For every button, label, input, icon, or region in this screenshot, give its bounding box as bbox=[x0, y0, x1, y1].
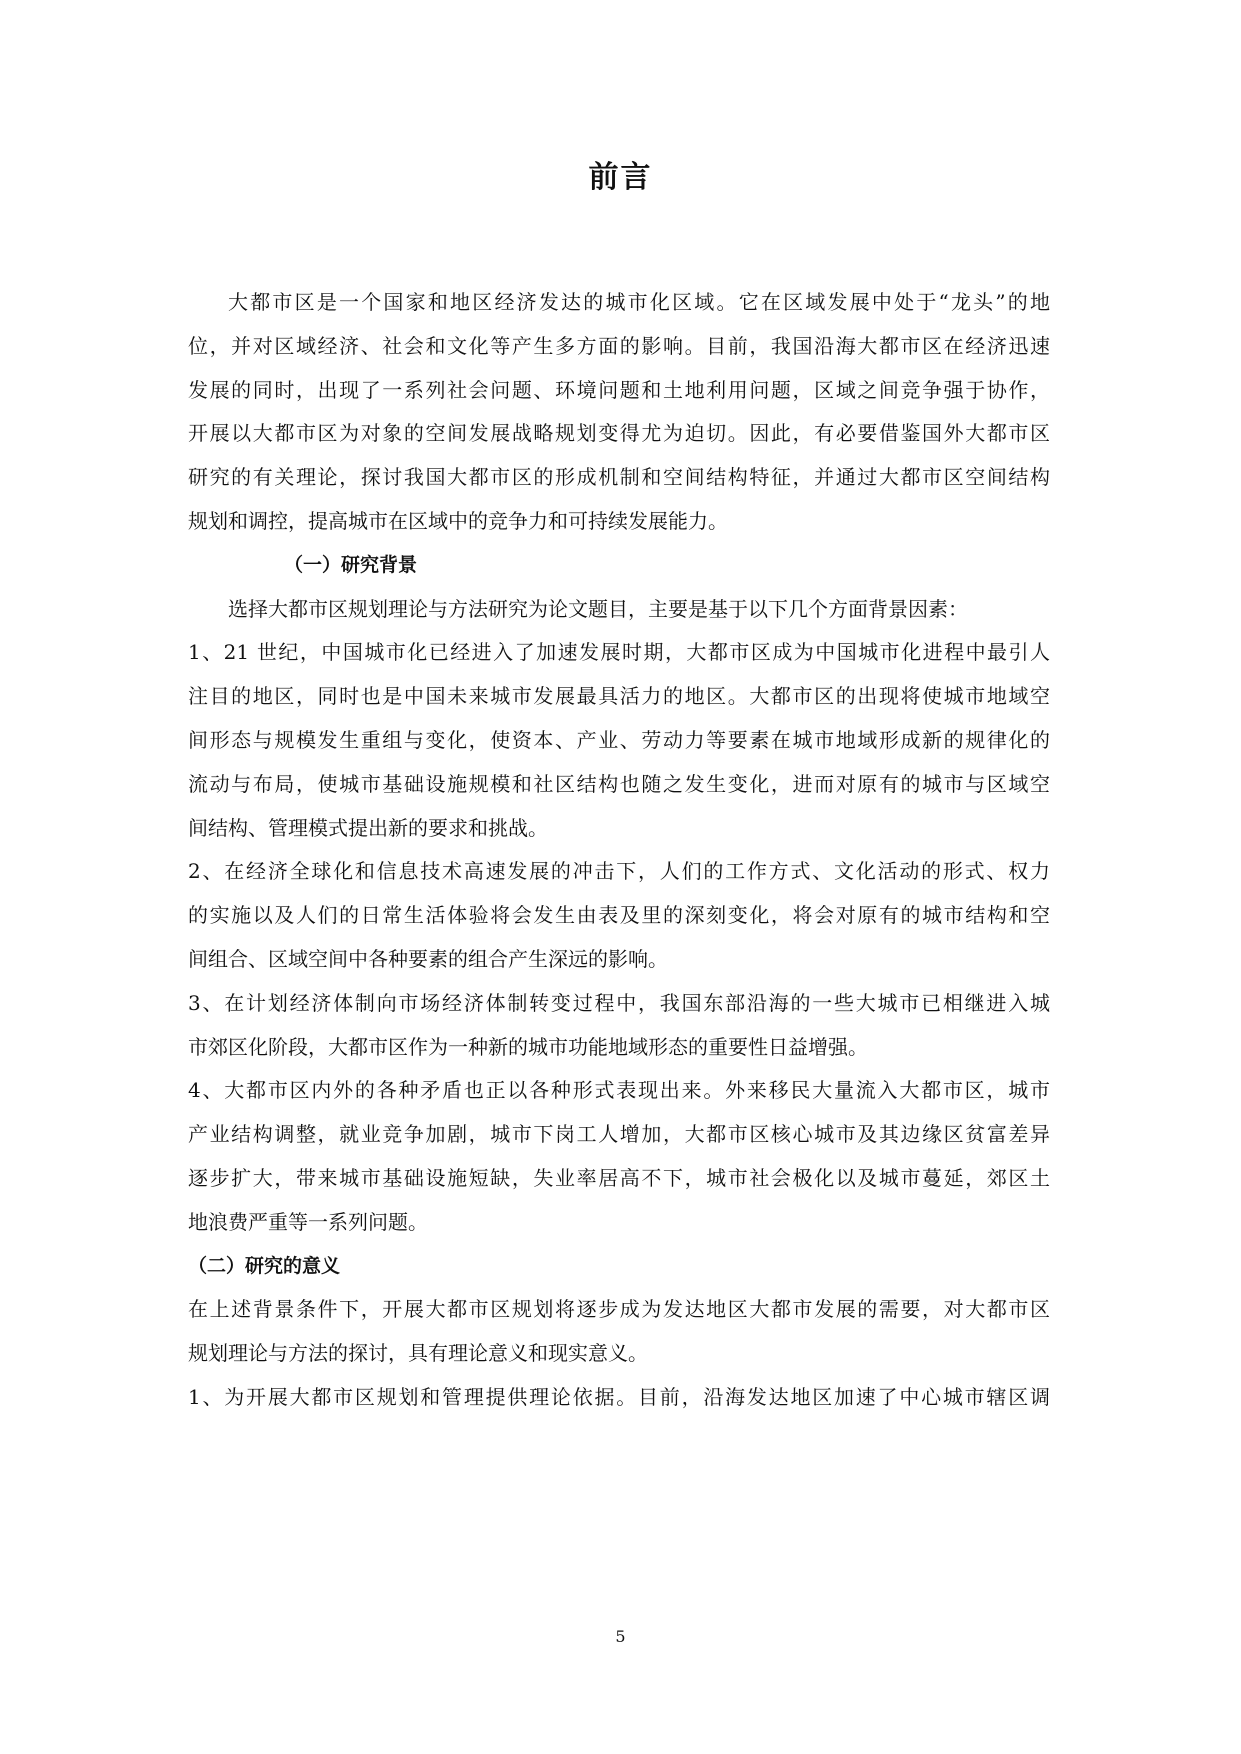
list-item-line: 产业结构调整，就业竞争加剧，城市下岗工人增加，大都市区核心城市及其边缘区贫富差异 bbox=[188, 1122, 1050, 1147]
list-item-line: 2、在经济全球化和信息技术高速发展的冲击下，人们的工作方式、文化活动的形式、权力 bbox=[188, 859, 1050, 884]
paragraph-line: 发展的同时，出现了一系列社会问题、环境问题和土地利用问题，区域之间竞争强于协作， bbox=[188, 377, 1050, 402]
page-title: 前言 bbox=[588, 160, 653, 195]
list-item-line: 的实施以及人们的日常生活体验将会发生由表及里的深刻变化，将会对原有的城市结构和空 bbox=[188, 903, 1050, 928]
page-number: 5 bbox=[615, 1627, 626, 1646]
section-heading-background: （一）研究背景 bbox=[284, 553, 418, 576]
paragraph-line: 规划理论与方法的探讨，具有理论意义和现实意义。 bbox=[188, 1341, 648, 1366]
paragraph-line: 大都市区是一个国家和地区经济发达的城市化区域。它在区域发展中处于“龙头”的地 bbox=[228, 290, 1050, 314]
list-item-line: 4、大都市区内外的各种矛盾也正以各种形式表现出来。外来移民大量流入大都市区，城市 bbox=[188, 1078, 1050, 1103]
list-item-line: 1、21 世纪，中国城市化已经进入了加速发展时期，大都市区成为中国城市化进程中最引人 bbox=[188, 640, 1050, 665]
list-item-line: 逐步扩大，带来城市基础设施短缺，失业率居高不下，城市社会极化以及城市蔓延，郊区土 bbox=[188, 1165, 1050, 1190]
list-item-line: 注目的地区，同时也是中国未来城市发展最具活力的地区。大都市区的出现将使城市地域空 bbox=[188, 684, 1050, 709]
list-item-line: 间结构、管理模式提出新的要求和挑战。 bbox=[188, 815, 548, 840]
list-item-line: 流动与布局，使城市基础设施规模和社区结构也随之发生变化，进而对原有的城市与区域空 bbox=[188, 771, 1050, 796]
list-item-line: 1、为开展大都市区规划和管理提供理论依据。目前，沿海发达地区加速了中心城市辖区调 bbox=[188, 1384, 1050, 1409]
list-item-line: 市郊区化阶段，大都市区作为一种新的城市功能地域形态的重要性日益增强。 bbox=[188, 1034, 868, 1059]
paragraph-line: 规划和调控，提高城市在区域中的竞争力和可持续发展能力。 bbox=[188, 508, 728, 533]
list-item-line: 间组合、区域空间中各种要素的组合产生深远的影响。 bbox=[188, 946, 668, 971]
paragraph-line: 在上述背景条件下，开展大都市区规划将逐步成为发达地区大都市发展的需要，对大都市区 bbox=[188, 1297, 1050, 1322]
paragraph-line: 研究的有关理论，探讨我国大都市区的形成机制和空间结构特征，并通过大都市区空间结构 bbox=[188, 465, 1050, 490]
section-heading-significance: （二）研究的意义 bbox=[188, 1254, 341, 1277]
paragraph-line: 开展以大都市区为对象的空间发展战略规划变得尤为迫切。因此，有必要借鉴国外大都市区 bbox=[188, 421, 1050, 446]
list-item-line: 3、在计划经济体制向市场经济体制转变过程中，我国东部沿海的一些大城市已相继进入城 bbox=[188, 990, 1050, 1015]
list-item-line: 地浪费严重等一系列问题。 bbox=[188, 1209, 428, 1234]
body-text bbox=[188, 281, 1050, 1420]
paragraph-line: 选择大都市区规划理论与方法研究为论文题目，主要是基于以下几个方面背景因素： bbox=[228, 596, 968, 621]
paragraph-line: 位，并对区域经济、社会和文化等产生多方面的影响。目前，我国沿海大都市区在经济迅速 bbox=[188, 333, 1050, 358]
list-item-line: 间形态与规模发生重组与变化，使资本、产业、劳动力等要素在城市地域形成新的规律化的 bbox=[188, 727, 1050, 752]
